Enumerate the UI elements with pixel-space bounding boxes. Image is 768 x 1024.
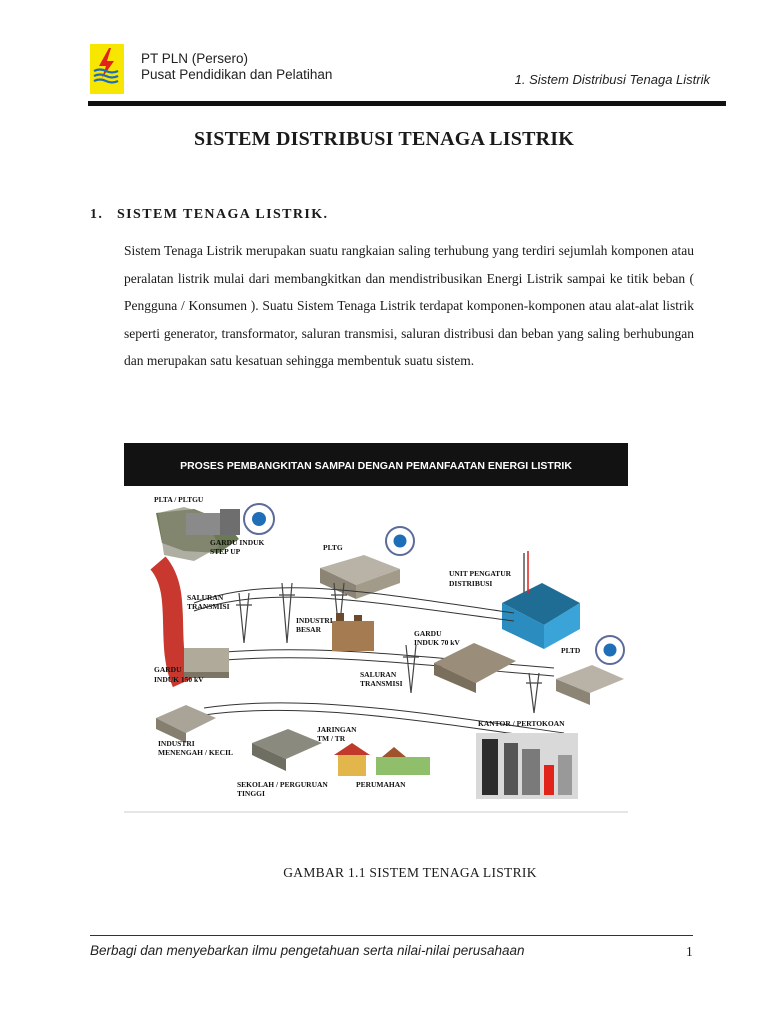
label-kantor: KANTOR / PERTOKOAN — [478, 719, 565, 728]
section-number: 1. — [90, 207, 104, 222]
label-jaringan-2: TM / TR — [317, 734, 346, 743]
label-plta: PLTA / PLTGU — [154, 495, 204, 504]
label-saluran-transmisi-1a: SALURAN — [187, 593, 224, 602]
section-heading — [90, 207, 328, 223]
pln-emblem-icon — [244, 504, 274, 534]
body-paragraph: Sistem Tenaga Listrik merupakan suatu rangkaian saling terhubung yang terdiri sejumlah komponen atau peralatan listrik mulai dari membangkitkan dan mendistribusikan Energi Listrik sampai ke titik beban ( Pengguna / Konsumen ). Suatu Sistem Tenaga Listrik terdapat komponen-komponen atau alat-alat listrik seperti generator, transformator, saluran transmisi, saluran distribusi dan beban yang saling berhubungan dan merupakan satu kesatuan sehingga membentuk suatu sistem. — [124, 243, 694, 368]
figure-caption: GAMBAR 1.1 SISTEM TENAGA LISTRIK — [283, 865, 537, 880]
figure-banner-text: PROSES PEMBANGKITAN SAMPAI DENGAN PEMANFAATAN ENERGI LISTRIK — [180, 460, 572, 472]
label-saluran-transmisi-2b: TRANSMISI — [360, 679, 403, 688]
label-unit-pengatur-1: UNIT PENGATUR — [449, 569, 512, 578]
office-buildings — [476, 733, 578, 799]
pln-emblem-icon — [386, 527, 414, 555]
section-title: SISTEM TENAGA LISTRIK. — [117, 207, 329, 222]
power-system-illustration — [124, 443, 628, 813]
label-pltd: PLTD — [561, 646, 581, 655]
label-sekolah-2: TINGGI — [237, 789, 265, 798]
label-saluran-transmisi-1b: TRANSMISI — [187, 602, 230, 611]
organization-name — [141, 51, 332, 83]
pln-emblem-icon — [596, 636, 624, 664]
document-title: SISTEM DISTRIBUSI TENAGA LISTRIK — [193, 128, 575, 150]
label-gardu-70-1: GARDU — [414, 629, 442, 638]
label-gardu-150-1: GARDU — [154, 665, 182, 674]
label-unit-pengatur-2: DISTRIBUSI — [449, 579, 493, 588]
label-perumahan: PERUMAHAN — [356, 780, 406, 789]
label-sekolah-1: SEKOLAH / PERGURUAN — [237, 780, 328, 789]
label-gardu-150-2: INDUK 150 kV — [154, 675, 204, 684]
org-line-2: Pusat Pendidikan dan Pelatihan — [141, 67, 333, 82]
label-industri-besar-2: BESAR — [296, 625, 322, 634]
footer-divider — [90, 935, 693, 936]
label-gardu-step-up-2: STEP UP — [210, 547, 241, 556]
org-line-1: PT PLN (Persero) — [141, 51, 249, 66]
footer-motto: Berbagi dan menyebarkan ilmu pengetahuan serta nilai-nilai perusahaan — [90, 943, 525, 958]
label-saluran-transmisi-2a: SALURAN — [360, 670, 397, 679]
label-pltg: PLTG — [323, 543, 343, 552]
header-divider — [88, 101, 726, 106]
label-jaringan-1: JARINGAN — [317, 725, 357, 734]
label-industri-menengah-2: MENENGAH / KECIL — [158, 748, 234, 757]
label-industri-besar-1: INDUSTRI — [296, 616, 333, 625]
substation-150kv — [184, 648, 229, 678]
label-industri-menengah-1: INDUSTRI — [158, 739, 195, 748]
label-gardu-70-2: INDUK 70 kV — [414, 638, 460, 647]
pln-logo — [90, 44, 124, 94]
page-number: 1 — [686, 944, 693, 959]
label-gardu-step-up-1: GARDU INDUK — [210, 538, 265, 547]
chapter-reference: 1. Sistem Distribusi Tenaga Listrik — [514, 72, 710, 87]
